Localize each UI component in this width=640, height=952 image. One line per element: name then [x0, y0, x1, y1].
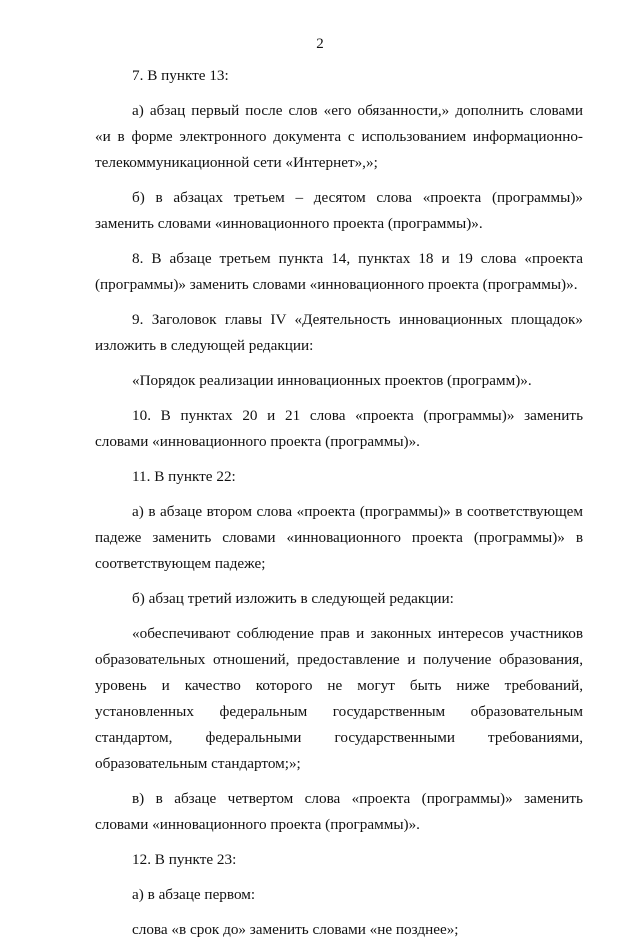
paragraph-item-7a: а) абзац первый после слов «его обязанности,» дополнить словами «и в форме электронного документа с использованием информационно-телекоммуникационной сети «Интернет»,»;	[95, 102, 583, 171]
paragraph-item-7b: б) в абзацах третьем – десятом слова «проекта (программы)» заменить словами «инновационного проекта (программы)».	[95, 189, 583, 232]
document-body	[95, 58, 583, 952]
paragraph-item-8: 8. В абзаце третьем пункта 14, пунктах 18 и 19 слова «проекта (программы)» заменить словами «инновационного проекта (программы)».	[95, 250, 583, 293]
paragraph-item-7: 7. В пункте 13:	[132, 67, 229, 84]
paragraph-item-9: 9. Заголовок главы IV «Деятельность инновационных площадок» изложить в следующей редакции:	[95, 311, 583, 354]
paragraph-item-11b: б) абзац третий изложить в следующей редакции:	[132, 590, 454, 607]
paragraph-item-12a: а) в абзаце первом:	[132, 886, 256, 903]
paragraph-item-12a-words: слова «в срок до» заменить словами «не позднее»;	[132, 921, 459, 938]
paragraph-item-12: 12. В пункте 23:	[132, 851, 237, 868]
paragraph-item-10: 10. В пунктах 20 и 21 слова «проекта (программы)» заменить словами «инновационного проекта (программы)».	[95, 407, 583, 450]
paragraph-quoted-text: «обеспечивают соблюдение прав и законных интересов участников образовательных отношений, предоставление и получение образования, уровень и качество которого не могут быть ниже требований, установленных федеральным государственным образовательным стандартом, федеральными государственными требованиями, образовательным стандартом;»;	[95, 625, 583, 772]
paragraph-chapter-title: «Порядок реализации инновационных проектов (программ)».	[132, 372, 532, 389]
paragraph-item-11: 11. В пункте 22:	[132, 468, 236, 485]
paragraph-item-11a: а) в абзаце втором слова «проекта (программы)» в соответствующем падеже заменить словами «инновационного проекта (программы)» в соответствующем падеже;	[95, 503, 583, 572]
paragraph-item-11v: в) в абзаце четвертом слова «проекта (программы)» заменить словами «инновационного проекта (программы)».	[95, 790, 583, 833]
page-number: 2	[316, 36, 324, 52]
